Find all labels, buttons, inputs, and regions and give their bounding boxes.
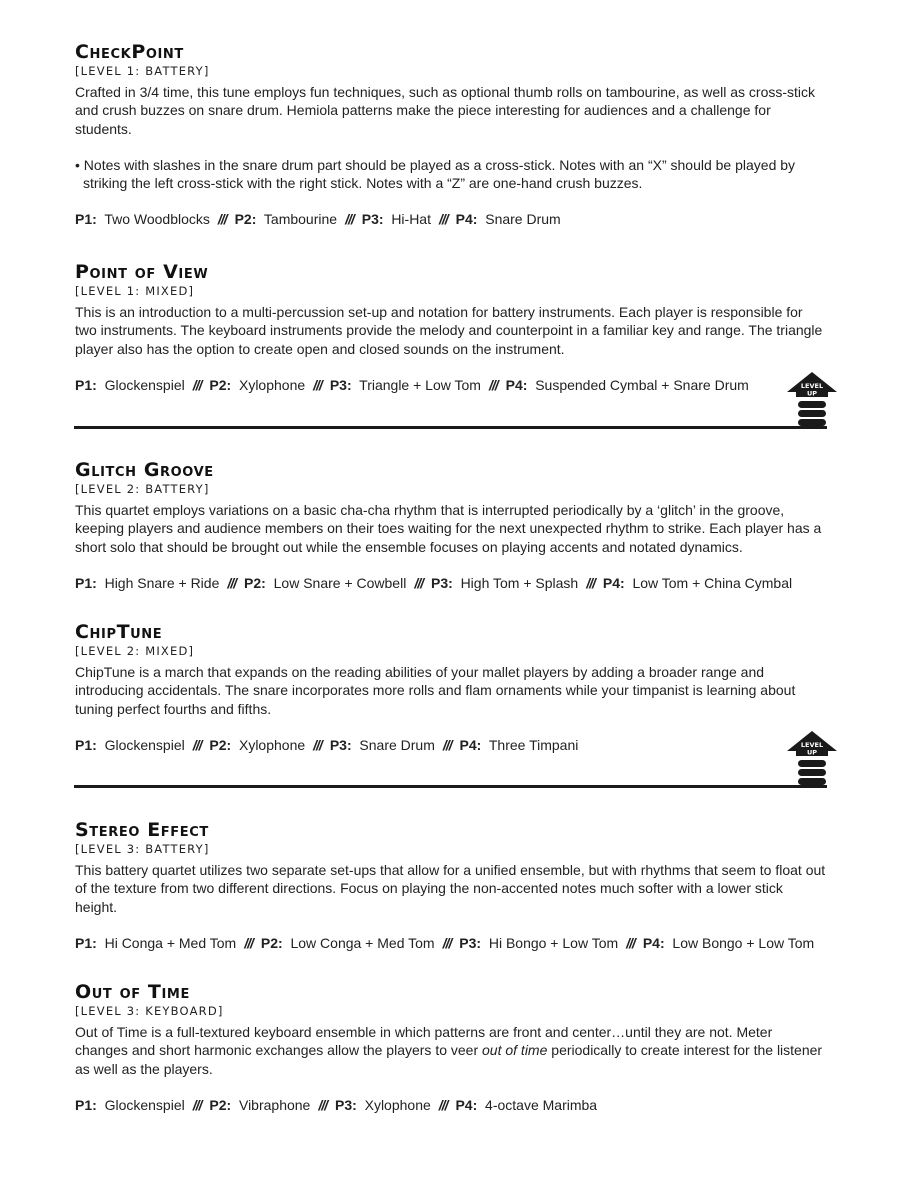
- separator: ///: [313, 736, 322, 753]
- part-instrument: Glockenspiel: [104, 1096, 185, 1113]
- separator: ///: [318, 1096, 328, 1113]
- separator: ///: [345, 211, 354, 228]
- piece-title: ChipTune: [75, 621, 163, 643]
- part-label: P1:: [75, 1096, 97, 1113]
- piece-stereo-effect: [75, 820, 827, 952]
- part-label: P2:: [244, 574, 266, 591]
- part-label: P4:: [642, 934, 665, 951]
- separator: ///: [442, 934, 452, 951]
- part-instrument: Low Tom + China Cymbal: [632, 574, 793, 591]
- level-up-word-2: UP: [806, 389, 818, 398]
- part-label: P4:: [459, 736, 482, 753]
- piece-description: [75, 1023, 827, 1078]
- part-label: P3:: [459, 934, 482, 951]
- part-label: P1:: [75, 736, 97, 753]
- part-instrument: Three Timpani: [488, 736, 579, 753]
- step-bar: [798, 419, 826, 426]
- part-instrument: Xylophone: [238, 376, 306, 393]
- piece-level: [LEVEL 3: BATTERY]: [75, 842, 210, 856]
- separator: ///: [626, 934, 635, 951]
- separator: ///: [217, 211, 227, 228]
- part-instrument: Snare Drum: [485, 211, 561, 228]
- part-instrument: Xylophone: [364, 1096, 431, 1113]
- part-instrument: Suspended Cymbal + Snare Drum: [535, 376, 749, 393]
- piece-description-tail: periodically to create interest for the listener as well as the players.: [75, 1042, 823, 1077]
- piece-description: Crafted in 3/4 time, this tune employs fun techniques, such as optional thumb rolls on tambourine, as well as cross-stick and crush buzzes on snare drum. Hemiola patterns make the piece interesting for audiences and a challenge for students.: [75, 84, 816, 137]
- piece-title: Stereo Effect: [75, 819, 209, 841]
- part-instrument: Hi Conga + Med Tom: [104, 934, 237, 951]
- level-up-word-2: UP: [806, 748, 818, 757]
- part-label: P1:: [75, 376, 97, 393]
- piece-description-body: Out of Time is a full-textured keyboard ensemble in which patterns are front and center…until they are not. Meter changes and short harmonic exchanges allow the players to veer: [75, 1024, 773, 1059]
- separator: ///: [244, 934, 253, 951]
- separator: ///: [192, 376, 202, 393]
- part-label: P3:: [430, 574, 453, 591]
- level-up-badge-icon: [787, 731, 837, 785]
- part-label: P4:: [602, 574, 625, 591]
- part-instrument: Low Snare + Cowbell: [273, 574, 407, 591]
- part-instrument: Glockenspiel: [104, 376, 185, 393]
- instrumentation: [75, 376, 827, 394]
- separator: ///: [438, 211, 448, 228]
- part-instrument: Snare Drum: [359, 736, 435, 753]
- part-label: P1:: [75, 574, 97, 591]
- step-bar: [798, 760, 826, 767]
- part-label: P2:: [209, 376, 232, 393]
- separator: ///: [488, 376, 498, 393]
- separator: ///: [442, 736, 452, 753]
- separator: ///: [586, 574, 595, 591]
- part-label: P2:: [234, 211, 257, 228]
- part-instrument: High Snare + Ride: [104, 574, 220, 591]
- part-instrument: Glockenspiel: [104, 736, 185, 753]
- piece-title: CheckPoint: [75, 41, 184, 63]
- part-label: P4:: [455, 1096, 478, 1113]
- part-label: P3:: [329, 376, 352, 393]
- separator: ///: [414, 574, 423, 591]
- separator: ///: [192, 736, 202, 753]
- piece-description-body: is a march that expands on the reading abilities of your mallet players by adding a broader range and introducing accidentals. The snare incorporates more rolls and flam ornaments while your timpanist is learning about tuning perfect fourths and fifths.: [75, 664, 796, 717]
- step-bar: [798, 778, 826, 785]
- separator: ///: [313, 376, 322, 393]
- piece-out-of-time: [75, 982, 827, 1114]
- part-label: P2:: [209, 736, 232, 753]
- part-instrument: 4-octave Marimba: [485, 1096, 598, 1113]
- performance-note: • Notes with slashes in the snare drum part should be played as a cross-stick. Notes with an “X” should be played by striking the left cross-stick with the right stick. Notes with a “Z” are one-hand crush buzzes.: [75, 156, 796, 192]
- step-bar: [798, 410, 826, 417]
- level-up-word-1: LEVEL: [800, 741, 824, 749]
- part-instrument: Hi Bongo + Low Tom: [488, 934, 619, 951]
- emphasized-phrase: out of time: [482, 1042, 548, 1059]
- piece-description: This quartet employs variations on a basic cha-cha rhythm that is interrupted periodically by a ‘glitch’ in the groove, keeping players and audience members on their toes waiting for the next unexpected rhythm to strike. Each player has a short solo that should be brought out while the ensemble focuses on playing accents and notated dynamics.: [75, 502, 822, 555]
- part-instrument: Hi-Hat: [391, 211, 431, 228]
- level-up-word-1: LEVEL: [800, 382, 824, 390]
- part-instrument: Triangle + Low Tom: [359, 376, 481, 393]
- level-divider: [74, 426, 827, 429]
- part-label: P3:: [335, 1096, 357, 1113]
- piece-level: [LEVEL 2: BATTERY]: [75, 482, 210, 496]
- part-instrument: Low Conga + Med Tom: [290, 934, 435, 951]
- level-divider: [74, 785, 827, 788]
- piece-description: [75, 663, 827, 718]
- part-label: P1:: [75, 211, 97, 228]
- part-label: P2:: [260, 934, 283, 951]
- level-up-badge-icon: [787, 372, 837, 426]
- step-bar: [798, 401, 826, 408]
- piece-name-inline: ChipTune: [75, 664, 136, 680]
- part-label: P4:: [455, 211, 478, 228]
- separator: ///: [438, 1096, 448, 1113]
- piece-title: Glitch Groove: [75, 459, 214, 481]
- piece-checkpoint: [75, 42, 827, 228]
- piece-point-of-view: [75, 262, 827, 394]
- instrumentation: [75, 574, 827, 592]
- piece-description: This battery quartet utilizes two separate set-ups that allow for a unified ensemble, but with rhythms that seem to float out of the texture from two different directions. Focus on playing the non-accented notes much softer with a lower stick height.: [75, 862, 826, 915]
- part-instrument: Xylophone: [238, 736, 306, 753]
- instrumentation: [75, 736, 827, 754]
- piece-glitch-groove: [75, 460, 827, 592]
- instrumentation: [75, 1096, 827, 1114]
- step-bar: [798, 769, 826, 776]
- part-label: P4:: [505, 376, 528, 393]
- part-instrument: High Tom + Splash: [460, 574, 579, 591]
- part-label: P2:: [209, 1096, 232, 1113]
- instrumentation: [75, 934, 827, 952]
- instrumentation: [75, 210, 827, 228]
- part-instrument: Tambourine: [263, 211, 338, 228]
- part-instrument: Vibraphone: [238, 1096, 311, 1113]
- piece-title: Point of View: [75, 261, 209, 283]
- part-instrument: Low Bongo + Low Tom: [672, 934, 815, 951]
- separator: ///: [192, 1096, 202, 1113]
- separator: ///: [227, 574, 237, 591]
- piece-level: [LEVEL 3: KEYBOARD]: [75, 1004, 224, 1018]
- piece-description: This is an introduction to a multi-percussion set-up and notation for battery instruments. Each player is responsible for two instruments. The keyboard instruments provide the melody and counterpoint in a familiar key and range. The triangle player also has the option to create open and closed sounds on the instrument.: [75, 304, 823, 357]
- part-label: P3:: [361, 211, 384, 228]
- piece-level: [LEVEL 1: MIXED]: [75, 284, 195, 298]
- piece-level: [LEVEL 2: MIXED]: [75, 644, 195, 658]
- piece-chiptune: [75, 622, 827, 754]
- part-label: P1:: [75, 934, 97, 951]
- part-instrument: Two Woodblocks: [104, 211, 210, 228]
- part-label: P3:: [329, 736, 352, 753]
- piece-title: Out of Time: [75, 981, 190, 1003]
- piece-level: [LEVEL 1: BATTERY]: [75, 64, 210, 78]
